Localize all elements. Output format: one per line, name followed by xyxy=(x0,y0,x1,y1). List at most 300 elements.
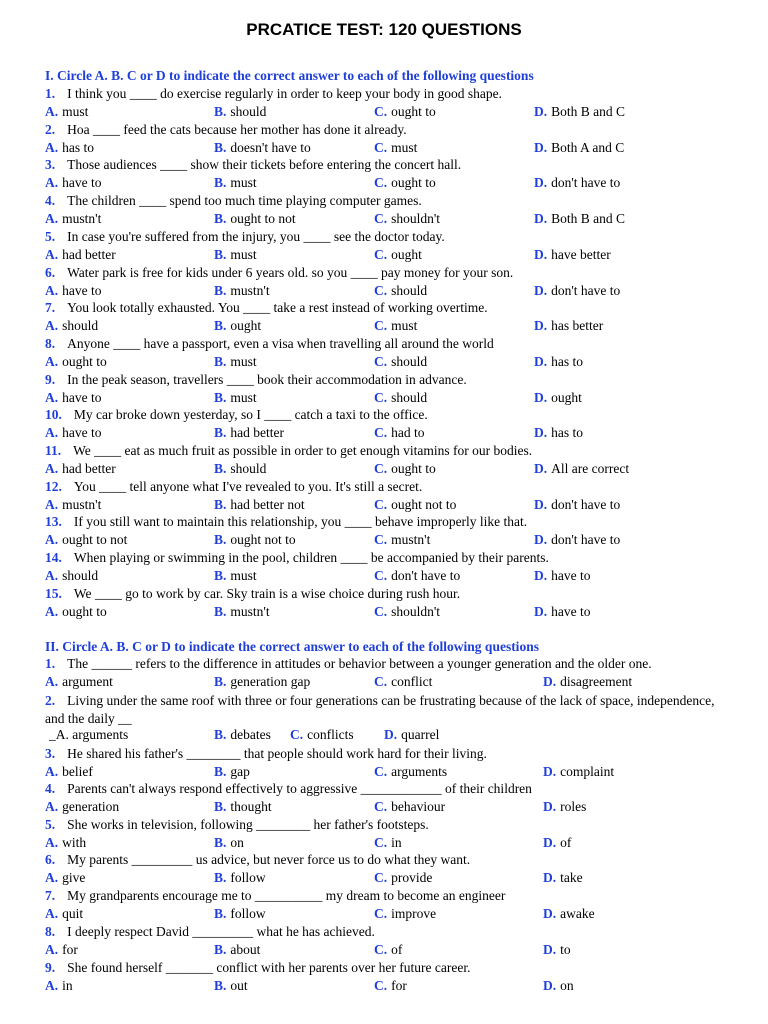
question-number: 5. xyxy=(45,817,56,832)
option-text: generation xyxy=(62,799,120,814)
option-c[interactable] xyxy=(374,532,430,548)
question-stem xyxy=(45,586,460,602)
option-text: has to xyxy=(62,139,94,155)
option-text: have to xyxy=(62,175,102,191)
option-d[interactable] xyxy=(534,247,611,263)
option-c[interactable] xyxy=(374,175,436,191)
question-text: The ______ refers to the difference in attitudes or behavior between a younger generation and the older one. xyxy=(67,656,652,671)
answer-options xyxy=(0,104,768,121)
option-a[interactable] xyxy=(45,461,116,477)
question-number: 3. xyxy=(45,746,56,761)
option-b[interactable] xyxy=(214,211,296,227)
answer-options xyxy=(0,175,768,192)
option-text: shouldn't xyxy=(391,603,441,619)
option-d[interactable] xyxy=(543,764,614,780)
question-number: 13. xyxy=(45,514,62,530)
option-text: has to xyxy=(551,353,583,369)
option-text: don't have to xyxy=(551,282,621,298)
option-text: on xyxy=(560,978,574,993)
option-c[interactable] xyxy=(374,835,402,851)
question-text: In the peak season, travellers ____ book their accommodation in advance. xyxy=(67,371,467,387)
option-text: debates xyxy=(230,727,271,742)
option-a[interactable] xyxy=(45,390,102,406)
option-a[interactable] xyxy=(45,104,88,120)
option-letter: D. xyxy=(534,104,548,119)
answer-options xyxy=(0,140,768,157)
option-d[interactable] xyxy=(534,211,625,227)
option-c[interactable] xyxy=(374,674,432,690)
option-b[interactable] xyxy=(214,461,266,477)
option-a[interactable] xyxy=(45,727,128,743)
option-text: must xyxy=(62,104,89,119)
option-letter: C. xyxy=(374,870,388,885)
question-number: 2. xyxy=(45,121,56,137)
option-letter: D. xyxy=(534,389,548,405)
option-letter: B. xyxy=(214,906,227,921)
option-c[interactable] xyxy=(374,247,422,263)
option-text: for xyxy=(391,978,407,993)
option-letter: C. xyxy=(374,389,388,405)
answer-options xyxy=(0,283,768,300)
option-b[interactable] xyxy=(214,390,257,406)
option-a[interactable] xyxy=(45,283,102,299)
option-letter: C. xyxy=(374,568,388,584)
option-c[interactable] xyxy=(374,283,427,299)
option-letter: A. xyxy=(45,764,59,779)
option-letter: A. xyxy=(45,318,59,334)
option-c[interactable] xyxy=(374,140,417,156)
option-letter: B. xyxy=(214,942,227,957)
option-a[interactable] xyxy=(45,568,98,584)
option-text: ought not to xyxy=(230,532,296,548)
option-letter: C. xyxy=(374,318,388,334)
option-text: must xyxy=(230,175,257,191)
option-text: complaint xyxy=(560,764,615,779)
option-d[interactable] xyxy=(384,727,439,743)
option-letter: D. xyxy=(534,282,548,298)
option-b[interactable] xyxy=(214,727,271,743)
option-letter: A. xyxy=(45,799,59,814)
option-d[interactable] xyxy=(543,978,574,994)
question-stem xyxy=(45,817,429,833)
question-text: He shared his father's ________ that people should work hard for their living. xyxy=(67,746,487,761)
option-c[interactable] xyxy=(374,799,445,815)
option-letter: B. xyxy=(214,674,227,689)
option-c[interactable] xyxy=(374,318,417,334)
option-c[interactable] xyxy=(374,390,427,406)
question-text: When playing or swimming in the pool, children ____ be accompanied by their parents. xyxy=(73,550,549,566)
question-number: 6. xyxy=(45,264,56,280)
option-b[interactable] xyxy=(214,568,257,584)
option-d[interactable] xyxy=(543,674,632,690)
option-c[interactable] xyxy=(374,942,402,958)
option-d[interactable] xyxy=(543,942,571,958)
option-c[interactable] xyxy=(374,354,427,370)
option-letter: D. xyxy=(543,978,557,993)
option-b[interactable] xyxy=(214,283,270,299)
option-text: doesn't have to xyxy=(230,139,311,155)
option-c[interactable] xyxy=(374,461,436,477)
option-text: should xyxy=(230,461,267,476)
option-text: must xyxy=(391,139,418,155)
option-text: ought xyxy=(391,246,422,262)
answer-options xyxy=(0,942,768,959)
option-letter: A. xyxy=(45,870,59,885)
option-d[interactable] xyxy=(534,140,624,156)
option-b[interactable] xyxy=(214,247,257,263)
answer-options xyxy=(0,604,768,621)
option-text: had better xyxy=(230,425,284,441)
option-c[interactable] xyxy=(374,764,447,780)
option-c[interactable] xyxy=(374,104,436,120)
option-a[interactable] xyxy=(45,764,93,780)
option-letter: A. xyxy=(45,353,59,369)
option-letter: A. xyxy=(45,461,59,476)
section-heading: I. Circle A. B. C or D to indicate the correct answer to each of the following questions xyxy=(45,68,534,83)
question-number: 4. xyxy=(45,781,56,796)
option-text: conflict xyxy=(391,674,433,689)
option-text: mustn't xyxy=(230,603,270,619)
answer-options xyxy=(0,497,768,514)
question-text: She found herself _______ conflict with her parents over her future career. xyxy=(67,960,471,975)
option-b[interactable] xyxy=(214,354,257,370)
option-letter: D. xyxy=(543,906,557,921)
option-letter: A. xyxy=(45,906,59,921)
question-stem xyxy=(45,300,488,316)
option-a[interactable] xyxy=(45,211,101,227)
option-letter: C. xyxy=(374,353,388,369)
question-stem xyxy=(45,336,494,352)
option-text: should xyxy=(62,568,99,584)
option-letter: D. xyxy=(543,870,557,885)
question-number: 5. xyxy=(45,228,56,244)
question-number: 4. xyxy=(45,193,56,209)
option-letter: B. xyxy=(214,978,227,993)
option-c[interactable] xyxy=(374,568,460,584)
option-c[interactable] xyxy=(374,978,407,994)
option-letter: A. xyxy=(45,532,59,548)
option-text: have to xyxy=(62,389,102,405)
option-letter: B. xyxy=(214,139,227,155)
option-text: must xyxy=(230,568,257,584)
option-text: arguments xyxy=(391,764,448,779)
option-d[interactable] xyxy=(534,497,620,513)
option-a[interactable] xyxy=(45,978,73,994)
question-number: 2. xyxy=(45,693,56,708)
option-letter: C. xyxy=(374,461,388,476)
option-c[interactable] xyxy=(374,425,425,441)
option-text: follow xyxy=(230,870,266,885)
option-letter: D. xyxy=(534,318,548,334)
option-c[interactable] xyxy=(374,906,436,922)
question-number: 10. xyxy=(45,407,62,423)
option-a[interactable] xyxy=(45,532,127,548)
option-text: to xyxy=(560,942,571,957)
option-d[interactable] xyxy=(534,104,625,120)
option-text: ought to not xyxy=(230,211,296,227)
option-b[interactable] xyxy=(214,104,266,120)
option-letter: B. xyxy=(214,175,227,191)
option-letter: B. xyxy=(214,318,227,334)
question-text: We ____ eat as much fruit as possible in order to get enough vitamins for our bodies. xyxy=(73,443,533,458)
option-text: belief xyxy=(62,764,93,779)
option-letter: B. xyxy=(214,461,227,476)
option-letter: B. xyxy=(214,496,227,512)
option-d[interactable] xyxy=(543,835,571,851)
option-text: _A. arguments xyxy=(49,727,129,742)
option-letter: C. xyxy=(290,727,304,742)
question-text: Parents can't always respond effectively to aggressive ____________ of their children xyxy=(67,781,532,796)
option-text: gap xyxy=(230,764,250,779)
question-text: You look totally exhausted. You ____ take a rest instead of working overtime. xyxy=(67,300,488,316)
option-a[interactable] xyxy=(45,318,98,334)
option-c[interactable] xyxy=(374,497,456,513)
option-letter: A. xyxy=(45,568,59,584)
option-a[interactable] xyxy=(45,140,94,156)
option-a[interactable] xyxy=(45,799,119,815)
option-letter: C. xyxy=(374,835,388,850)
question-text: You ____ tell anyone what I've revealed to you. It's still a secret. xyxy=(73,478,423,494)
option-text: out xyxy=(230,978,248,993)
option-text: have to xyxy=(551,603,591,619)
option-a[interactable] xyxy=(45,354,107,370)
answer-options xyxy=(0,674,768,691)
answer-options xyxy=(0,835,768,852)
option-text: must xyxy=(230,353,257,369)
option-letter: B. xyxy=(214,568,227,584)
option-a[interactable] xyxy=(45,942,78,958)
option-text: should xyxy=(62,318,99,334)
option-a[interactable] xyxy=(45,425,102,441)
option-letter: D. xyxy=(543,942,557,957)
question-stem xyxy=(45,781,532,797)
option-text: don't have to xyxy=(551,496,621,512)
option-text: in xyxy=(391,835,402,850)
option-b[interactable] xyxy=(214,604,270,620)
option-d[interactable] xyxy=(534,604,591,620)
answer-options xyxy=(0,247,768,264)
option-a[interactable] xyxy=(45,604,107,620)
question-text: Anyone ____ have a passport, even a visa when travelling all around the world xyxy=(67,335,494,351)
option-a[interactable] xyxy=(45,247,116,263)
option-letter: D. xyxy=(534,461,548,476)
option-b[interactable] xyxy=(214,870,266,886)
page-title: PRCATICE TEST: 120 QUESTIONS xyxy=(246,20,522,39)
option-text: must xyxy=(230,246,257,262)
option-letter: B. xyxy=(214,246,227,262)
option-letter: C. xyxy=(374,496,388,512)
question-number: 8. xyxy=(45,924,56,939)
option-letter: A. xyxy=(45,603,59,619)
answer-options xyxy=(0,211,768,228)
option-d[interactable] xyxy=(534,461,629,477)
answer-options xyxy=(0,764,768,781)
question-number: 8. xyxy=(45,335,56,351)
option-d[interactable] xyxy=(543,870,583,886)
option-letter: D. xyxy=(534,532,548,548)
option-letter: A. xyxy=(45,496,59,512)
question-number: 6. xyxy=(45,852,56,867)
option-letter: C. xyxy=(374,906,388,921)
option-letter: A. xyxy=(45,389,59,405)
question-stem xyxy=(45,86,502,102)
option-letter: D. xyxy=(534,211,548,227)
option-a[interactable] xyxy=(45,870,85,886)
option-text: follow xyxy=(230,906,266,921)
option-a[interactable] xyxy=(45,835,86,851)
question-number: 12. xyxy=(45,478,62,494)
option-text: disagreement xyxy=(560,674,633,689)
option-c[interactable] xyxy=(374,211,440,227)
option-a[interactable] xyxy=(45,674,113,690)
option-letter: C. xyxy=(374,211,388,227)
option-text: shouldn't xyxy=(391,211,441,227)
option-text: have to xyxy=(62,425,102,441)
option-a[interactable] xyxy=(45,906,83,922)
option-text: argument xyxy=(62,674,113,689)
option-letter: A. xyxy=(45,978,59,993)
option-letter: D. xyxy=(543,674,557,689)
question-number: 9. xyxy=(45,371,56,387)
option-text: ought xyxy=(230,318,262,334)
option-d[interactable] xyxy=(534,283,620,299)
option-text: Both A and C xyxy=(551,139,625,155)
option-text: should xyxy=(391,353,428,369)
question-number: 11. xyxy=(45,443,62,458)
question-text: Those audiences ____ show their tickets before entering the concert hall. xyxy=(67,157,462,173)
option-c[interactable] xyxy=(374,604,440,620)
option-b[interactable] xyxy=(214,978,248,994)
option-text: don't have to xyxy=(551,532,621,548)
option-text: of xyxy=(560,835,572,850)
option-d[interactable] xyxy=(543,799,586,815)
option-letter: B. xyxy=(214,799,227,814)
option-letter: B. xyxy=(214,282,227,298)
option-letter: A. xyxy=(45,139,59,155)
option-text: ought not to xyxy=(391,496,457,512)
option-d[interactable] xyxy=(534,318,603,334)
question-stem xyxy=(45,407,428,423)
option-text: don't have to xyxy=(391,568,461,584)
option-text: have to xyxy=(62,282,102,298)
option-b[interactable] xyxy=(214,532,296,548)
option-d[interactable] xyxy=(543,906,595,922)
option-d[interactable] xyxy=(534,175,620,191)
option-letter: D. xyxy=(534,353,548,369)
option-letter: A. xyxy=(45,246,59,262)
option-d[interactable] xyxy=(534,532,620,548)
option-text: roles xyxy=(560,799,587,814)
option-letter: B. xyxy=(214,389,227,405)
question-text: My grandparents encourage me to __________ my dream to become an engineer xyxy=(67,888,506,903)
option-text: provide xyxy=(391,870,433,885)
answer-options xyxy=(0,799,768,816)
option-letter: C. xyxy=(374,282,388,298)
option-b[interactable] xyxy=(214,318,261,334)
question-stem xyxy=(45,960,470,976)
question-stem xyxy=(45,372,467,388)
option-text: has to xyxy=(551,425,583,441)
question-number: 1. xyxy=(45,656,56,671)
option-text: ought to xyxy=(391,175,436,191)
option-b[interactable] xyxy=(214,942,260,958)
option-text: in xyxy=(62,978,73,993)
option-letter: C. xyxy=(374,175,388,191)
option-text: about xyxy=(230,942,261,957)
option-letter: D. xyxy=(543,764,557,779)
answer-options xyxy=(0,532,768,549)
question-text: If you still want to maintain this relationship, you ____ behave improperly like that. xyxy=(73,514,528,530)
option-letter: D. xyxy=(534,139,548,155)
option-b[interactable] xyxy=(214,674,310,690)
option-text: for xyxy=(62,942,78,957)
option-a[interactable] xyxy=(45,175,102,191)
option-letter: C. xyxy=(374,764,388,779)
question-number: 1. xyxy=(45,86,56,101)
option-text: of xyxy=(391,942,403,957)
question-text: Water park is free for kids under 6 years old. so you ____ pay money for your son. xyxy=(67,264,514,280)
option-letter: B. xyxy=(214,870,227,885)
option-letter: A. xyxy=(45,175,59,191)
option-b[interactable] xyxy=(214,799,272,815)
option-letter: A. xyxy=(45,211,59,227)
option-d[interactable] xyxy=(534,354,583,370)
option-letter: A. xyxy=(45,674,59,689)
option-c[interactable] xyxy=(290,727,354,743)
option-text: ought xyxy=(551,389,582,405)
option-b[interactable] xyxy=(214,835,244,851)
option-text: behaviour xyxy=(391,799,446,814)
option-letter: C. xyxy=(374,532,388,548)
question-number: 9. xyxy=(45,960,56,975)
option-letter: A. xyxy=(45,942,59,957)
question-stem xyxy=(45,122,407,138)
option-d[interactable] xyxy=(534,425,583,441)
option-letter: A. xyxy=(45,104,59,119)
option-text: have better xyxy=(551,246,611,262)
question-number: 7. xyxy=(45,300,56,316)
option-b[interactable] xyxy=(214,906,266,922)
question-stem xyxy=(45,692,735,728)
option-b[interactable] xyxy=(214,140,311,156)
option-b[interactable] xyxy=(214,497,305,513)
question-text: I deeply respect David _________ what he has achieved. xyxy=(67,924,375,939)
option-a[interactable] xyxy=(45,497,101,513)
answer-options xyxy=(0,425,768,442)
option-text: on xyxy=(230,835,244,850)
question-stem xyxy=(45,550,549,566)
option-b[interactable] xyxy=(214,764,250,780)
option-letter: B. xyxy=(214,764,227,779)
option-d[interactable] xyxy=(534,390,582,406)
option-letter: C. xyxy=(374,799,388,814)
option-c[interactable] xyxy=(374,870,432,886)
option-text: ought to not xyxy=(62,532,128,548)
answer-options xyxy=(0,870,768,887)
answer-options xyxy=(0,390,768,407)
option-d[interactable] xyxy=(534,568,591,584)
answer-options xyxy=(0,978,768,995)
option-letter: C. xyxy=(374,246,388,262)
option-b[interactable] xyxy=(214,175,257,191)
question-text: My parents _________ us advice, but never force us to do what they want. xyxy=(67,852,471,867)
question-stem xyxy=(45,656,652,672)
question-text: My car broke down yesterday, so I ____ catch a taxi to the office. xyxy=(73,407,428,423)
question-stem xyxy=(45,746,487,762)
option-b[interactable] xyxy=(214,425,284,441)
option-text: conflicts xyxy=(307,727,354,742)
option-text: mustn't xyxy=(391,532,431,548)
